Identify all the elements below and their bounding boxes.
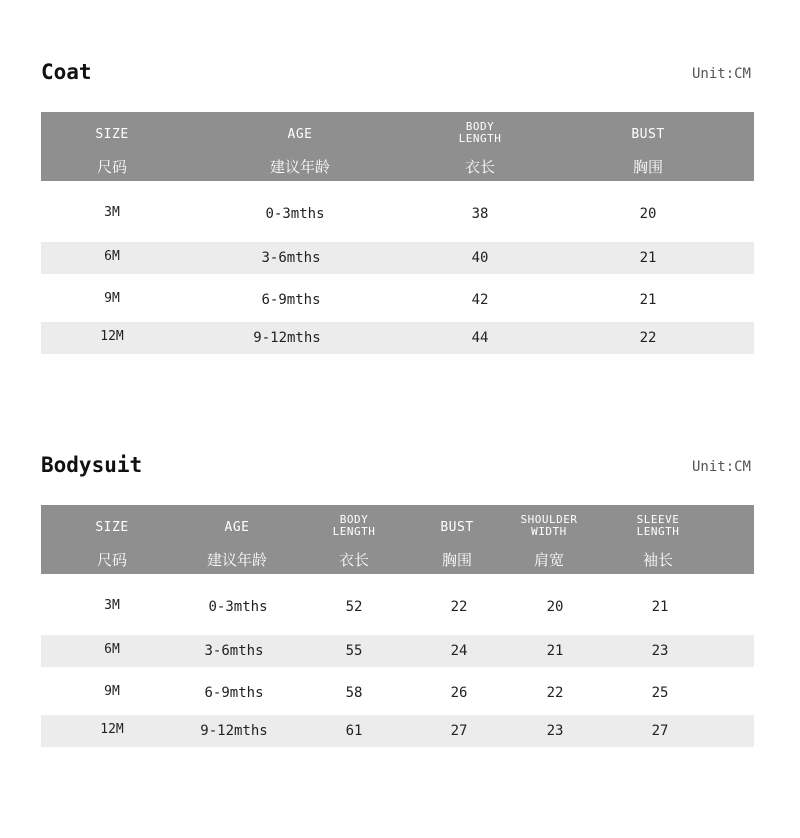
cell-body-length: 44 xyxy=(471,330,489,346)
table-row xyxy=(41,322,754,354)
table-row xyxy=(41,635,754,667)
table-row xyxy=(41,198,754,230)
header-size-zh: 尺码 xyxy=(96,551,128,569)
header-bust-zh: 胸围 xyxy=(441,551,473,569)
table-row xyxy=(41,677,754,709)
header-body-length-en xyxy=(333,514,376,538)
table-row xyxy=(41,242,754,274)
coat-title: Coat xyxy=(41,60,92,84)
bodysuit-section xyxy=(41,453,754,753)
cell-bust: 21 xyxy=(639,292,657,308)
cell-shoulder-width: 23 xyxy=(546,723,564,739)
cell-shoulder-width: 20 xyxy=(546,599,564,615)
cell-shoulder-width: 21 xyxy=(546,643,564,659)
cell-age: 0-3mths xyxy=(265,206,325,222)
cell-age: 3-6mths xyxy=(204,643,264,659)
cell-size: 3M xyxy=(104,598,120,613)
table-row xyxy=(41,591,754,623)
header-shoulder-width-en-line2: WIDTH xyxy=(531,525,567,538)
cell-size: 9M xyxy=(104,684,120,699)
cell-size: 12M xyxy=(100,329,124,344)
cell-age: 6-9mths xyxy=(204,685,264,701)
cell-bust: 26 xyxy=(450,685,468,701)
cell-bust: 20 xyxy=(639,206,657,222)
header-size-zh: 尺码 xyxy=(96,158,128,176)
cell-bust: 21 xyxy=(639,250,657,266)
coat-table-header xyxy=(41,112,754,181)
header-shoulder-width-zh: 肩宽 xyxy=(533,551,565,569)
cell-age: 3-6mths xyxy=(261,250,321,266)
cell-size: 6M xyxy=(104,249,120,264)
header-bust-en: BUST xyxy=(631,127,665,142)
cell-shoulder-width: 22 xyxy=(546,685,564,701)
header-sleeve-length-zh: 袖长 xyxy=(642,551,674,569)
bodysuit-unit-label: Unit:CM xyxy=(691,459,751,475)
cell-age: 6-9mths xyxy=(261,292,321,308)
header-size-en: SIZE xyxy=(95,127,129,142)
bodysuit-table-body xyxy=(41,574,754,747)
cell-body-length: 42 xyxy=(471,292,489,308)
header-bust-zh: 胸围 xyxy=(632,158,664,176)
header-shoulder-width-en xyxy=(521,514,578,538)
table-row xyxy=(41,715,754,747)
header-sleeve-length-en xyxy=(637,514,680,538)
cell-body-length: 61 xyxy=(345,723,363,739)
cell-sleeve-length: 21 xyxy=(651,599,669,615)
header-age-en: AGE xyxy=(287,127,313,142)
cell-body-length: 40 xyxy=(471,250,489,266)
header-body-length-en xyxy=(459,121,502,145)
cell-sleeve-length: 23 xyxy=(651,643,669,659)
table-row xyxy=(41,284,754,316)
cell-bust: 24 xyxy=(450,643,468,659)
coat-size-table xyxy=(41,112,754,354)
header-body-length-en-line2: LENGTH xyxy=(458,132,502,145)
coat-section xyxy=(41,60,754,360)
header-sleeve-length-en-line1: SLEEVE xyxy=(636,513,680,526)
coat-unit-label: Unit:CM xyxy=(691,66,751,82)
cell-body-length: 38 xyxy=(471,206,489,222)
cell-bust: 27 xyxy=(450,723,468,739)
cell-size: 6M xyxy=(104,642,120,657)
cell-body-length: 52 xyxy=(345,599,363,615)
cell-sleeve-length: 27 xyxy=(651,723,669,739)
cell-age: 9-12mths xyxy=(253,330,321,346)
header-size-en: SIZE xyxy=(95,520,129,535)
cell-age: 9-12mths xyxy=(200,723,268,739)
bodysuit-table-header xyxy=(41,505,754,574)
cell-size: 9M xyxy=(104,291,120,306)
header-body-length-en-line1: BODY xyxy=(339,513,369,526)
header-body-length-en-line1: BODY xyxy=(465,120,495,133)
cell-size: 3M xyxy=(104,205,120,220)
header-shoulder-width-en-line1: SHOULDER xyxy=(520,513,578,526)
cell-body-length: 55 xyxy=(345,643,363,659)
header-body-length-zh: 衣长 xyxy=(464,158,496,176)
coat-table-body xyxy=(41,181,754,354)
bodysuit-title: Bodysuit xyxy=(41,453,143,477)
header-sleeve-length-en-line2: LENGTH xyxy=(636,525,680,538)
header-age-zh: 建议年龄 xyxy=(269,158,331,176)
header-age-en: AGE xyxy=(224,520,250,535)
cell-age: 0-3mths xyxy=(208,599,268,615)
header-body-length-zh: 衣长 xyxy=(338,551,370,569)
cell-body-length: 58 xyxy=(345,685,363,701)
cell-size: 12M xyxy=(100,722,124,737)
cell-bust: 22 xyxy=(639,330,657,346)
bodysuit-size-table xyxy=(41,505,754,747)
cell-sleeve-length: 25 xyxy=(651,685,669,701)
cell-bust: 22 xyxy=(450,599,468,615)
header-bust-en: BUST xyxy=(440,520,474,535)
header-age-zh: 建议年龄 xyxy=(206,551,268,569)
header-body-length-en-line2: LENGTH xyxy=(332,525,376,538)
